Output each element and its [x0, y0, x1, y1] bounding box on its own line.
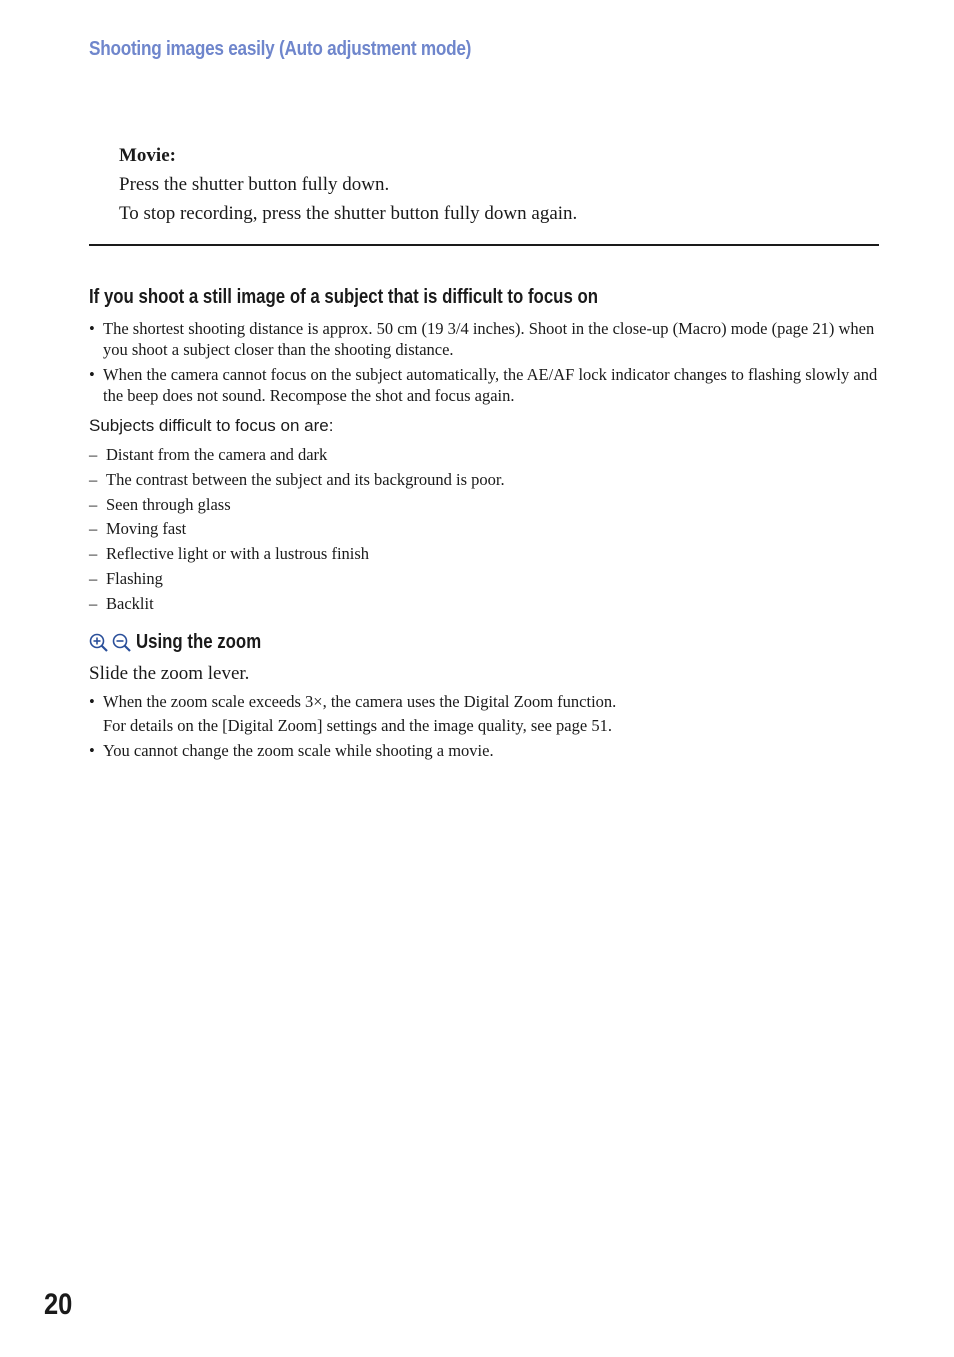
list-item-text: Reflective light or with a lustrous finish	[106, 544, 370, 564]
list-item-text: Moving fast	[106, 519, 187, 539]
list-item: – Seen through glass	[89, 494, 231, 514]
list-item-text: Flashing	[106, 568, 163, 588]
bullet-dot: •	[89, 319, 95, 338]
zoom-icons	[89, 632, 135, 654]
list-item: – Reflective light or with a lustrous finish	[89, 544, 370, 564]
bullet-item	[89, 364, 884, 406]
difficult-subjects-list	[89, 443, 505, 617]
section-divider	[89, 244, 879, 246]
bullet-dot: •	[89, 692, 95, 711]
focus-bullets	[89, 318, 884, 410]
bullet-dot: •	[89, 741, 95, 760]
movie-line: Press the shutter button fully down.	[119, 174, 390, 195]
list-item: – The contrast between the subject and its background is poor.	[89, 469, 505, 489]
zoom-out-icon	[114, 635, 131, 652]
bullet-dot: •	[89, 365, 95, 384]
list-item-text: Backlit	[106, 593, 154, 613]
zoom-section-heading: Using the zoom	[136, 630, 262, 653]
bullet-item	[89, 691, 884, 736]
list-item: – Backlit	[89, 593, 154, 613]
focus-section-heading: If you shoot a still image of a subject that is difficult to focus on	[89, 285, 599, 308]
difficult-subjects-subheading: Subjects difficult to focus on are:	[89, 416, 334, 435]
bullet-text: The shortest shooting distance is approx. 50 cm (19 3/4 inches). Shoot in the close-up (Macro) mode (page 21) when you shoot a subject closer than the shooting distance.	[103, 319, 875, 359]
bullet-item	[89, 740, 884, 761]
page-number: 20	[44, 1288, 73, 1321]
movie-label: Movie:	[119, 145, 176, 166]
list-item: – Moving fast	[89, 519, 187, 539]
bullet-text: When the camera cannot focus on the subject automatically, the AE/AF lock indicator changes to flashing slowly and the beep does not sound. Recompose the shot and focus again.	[103, 365, 878, 405]
bullet-text: When the zoom scale exceeds 3×, the camera uses the Digital Zoom function.	[103, 692, 617, 711]
zoom-bullets	[89, 691, 884, 765]
bullet-item	[89, 318, 884, 360]
running-header: Shooting images easily (Auto adjustment mode)	[89, 38, 472, 60]
zoom-intro: Slide the zoom lever.	[89, 663, 250, 684]
movie-line: To stop recording, press the shutter button fully down again.	[119, 203, 578, 224]
list-item-text: Distant from the camera and dark	[106, 445, 328, 464]
bullet-note: For details on the [Digital Zoom] settings and the image quality, see page 51.	[103, 716, 612, 735]
zoom-in-icon	[91, 635, 108, 652]
list-item-text: The contrast between the subject and its background is poor.	[106, 469, 505, 489]
movie-instructions	[119, 141, 577, 228]
list-item: – Flashing	[89, 568, 163, 588]
list-item-text: Seen through glass	[106, 494, 231, 514]
list-item: – Distant from the camera and dark	[89, 445, 328, 464]
bullet-text: You cannot change the zoom scale while shooting a movie.	[103, 741, 494, 760]
